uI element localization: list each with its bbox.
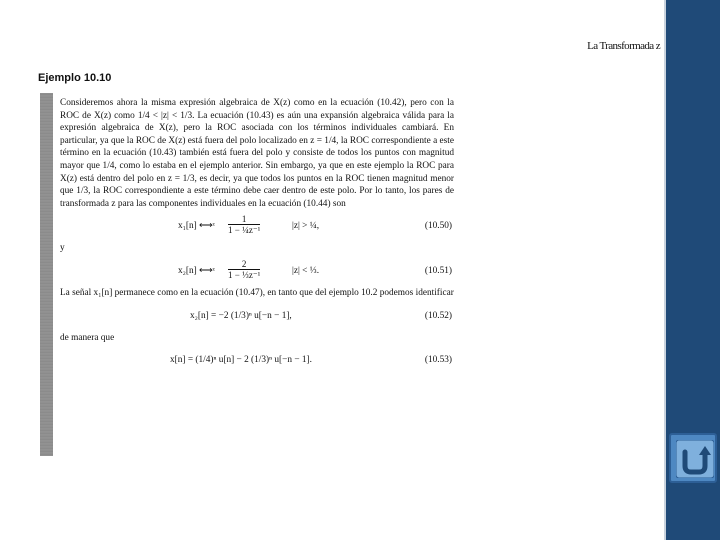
scanned-page <box>38 66 456 458</box>
paragraph-2: La señal x₁[n] permanece como en la ecuación (10.47), en tanto que del ejemplo 10.2 podemos identificar <box>60 287 454 298</box>
eq3-expression: x₂[n] = −2 (1/3)ⁿ u[−n − 1], <box>190 310 292 321</box>
eq4-expression: x[n] = (1/4)ⁿ u[n] − 2 (1/3)ⁿ u[−n − 1]. <box>170 355 312 366</box>
eq1-denominator: 1 − ¼z⁻¹ <box>228 225 261 236</box>
paragraph-1: Consideremos ahora la misma expresión algebraica de X(z) como en la ecuación (10.42), pero con la ROC de X(z) como 1/4 < |z| < 1/3. La ecuación (10.43) es aún una expansión algebraica válida para la expresión algebraica de X(z), pero la ROC asociada con los términos individuales cambiará. En particular, ya que la ROC de X(z) está fuera del polo localizado en z = 1/4, la ROC correspondiente a este término en la ecuación (10.43) también está fuera del polo y consiste de todos los puntos con magnitud mayor que 1/4, como lo estaba en el ejemplo anterior. Sin embargo, ya que en este ejemplo la ROC para X(z) está dentro del polo en z = 1/3, es decir, ya que todos los puntos en la ROC tienen magnitud menor que 1/3, la ROC correspondiente a este término debe caer dentro de este polo. Por lo tanto, los pares de transformada z para las componentes individuales en la ecuación (10.44) son <box>60 98 454 209</box>
eq4-number: (10.53) <box>424 355 452 366</box>
equation-10-53 <box>60 348 454 372</box>
return-button[interactable] <box>669 433 717 483</box>
eq3-number: (10.52) <box>424 310 452 321</box>
eq2-fraction <box>228 259 260 280</box>
example-heading: Ejemplo 10.10 <box>38 72 112 84</box>
eq2-number: (10.51) <box>424 265 452 276</box>
scan-body <box>60 97 454 376</box>
equation-10-51 <box>60 259 454 283</box>
eq1-condition: |z| > ¼, <box>292 221 320 232</box>
eq1-lhs: x₁[n] ⟷ᶻ <box>178 221 215 232</box>
eq2-numerator: 2 <box>241 258 247 269</box>
equation-10-52 <box>60 304 454 328</box>
return-arrow-icon <box>676 440 714 478</box>
eq1-numerator: 1 <box>241 214 247 225</box>
eq1-number: (10.50) <box>424 221 452 232</box>
slide-title: La Transformada z <box>587 40 660 52</box>
eq1-fraction <box>228 214 260 235</box>
equation-10-50 <box>60 214 454 238</box>
connector-de-manera-que: de manera que <box>60 332 115 343</box>
eq2-denominator: 1 − ⅓z⁻¹ <box>228 269 261 280</box>
eq2-lhs: x₂[n] ⟷ᶻ <box>178 265 215 276</box>
scan-margin-bar <box>40 93 53 456</box>
eq2-condition: |z| < ⅓. <box>292 265 320 276</box>
connector-y: y <box>60 243 65 254</box>
